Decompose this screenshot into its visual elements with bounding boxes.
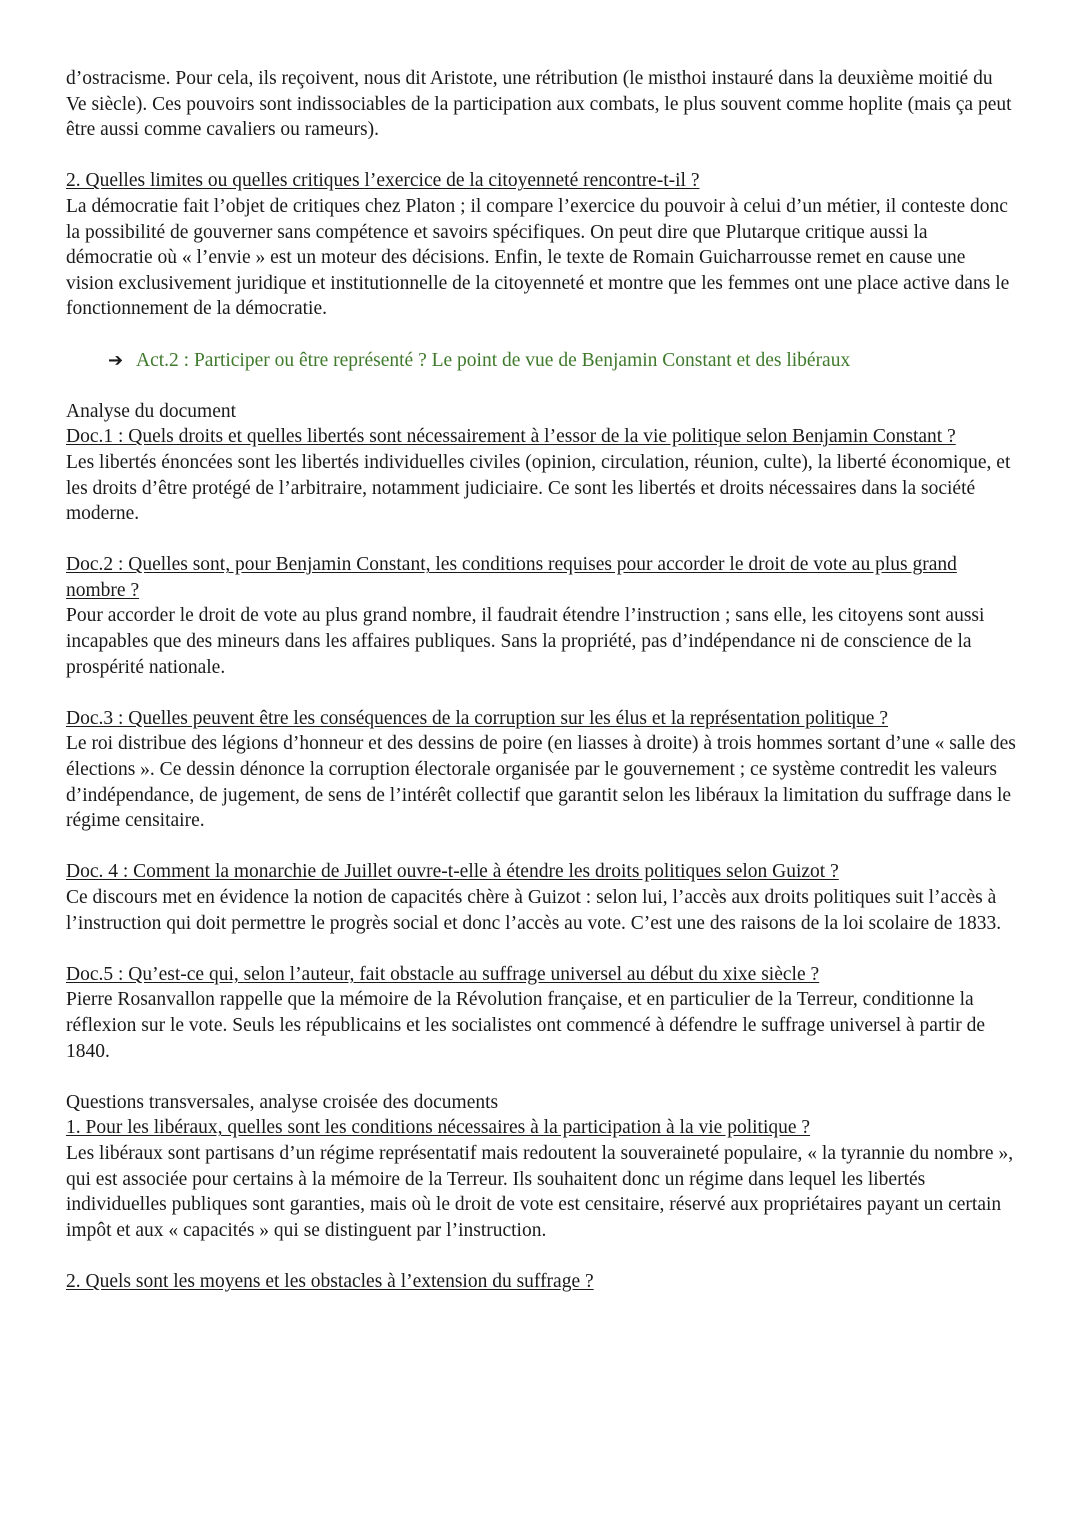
intro-paragraph: d’ostracisme. Pour cela, ils reçoivent, nous dit Aristote, une rétribution (le misthoi instauré dans la deuxième moitié du Ve siècle). Ces pouvoirs sont indissociables de la participation aux combats, le plus souvent comme hoplite (mais ça peut être aussi comme cavaliers ou rameurs). — [66, 68, 1012, 141]
doc2-question: Doc.2 : Quelles sont, pour Benjamin Constant, les conditions requises pour accorder le droit de vote au plus grand nombre ? — [66, 554, 957, 601]
spacer — [66, 1064, 1016, 1090]
activity-title: Act.2 : Participer ou être représenté ? Le point de vue de Benjamin Constant et des libéraux — [136, 349, 851, 371]
doc3-question: Doc.3 : Quelles peuvent être les conséquences de la corruption sur les élus et la représentation politique ? — [66, 707, 888, 729]
doc3-answer: Le roi distribue des légions d’honneur et des dessins de poire (en liasses à droite) à trois hommes sortant d’une « salle des élections ». Ce dessin dénonce la corruption électorale organisée par le gouvernement ; ce système contredit les valeurs d’indépendance, de jugement, de sens de l’intérêt collectif que garantit selon les libéraux la limitation du suffrage dans le régime censitaire. — [66, 733, 1016, 832]
doc1-question: Doc.1 : Quels droits et quelles libertés sont nécessairement à l’essor de la vie politique selon Benjamin Constant ? — [66, 426, 956, 448]
arrow-right-icon: ➔ — [108, 349, 124, 371]
doc2-answer: Pour accorder le droit de vote au plus grand nombre, il faudrait étendre l’instruction ; sans elle, les citoyens sont aussi incapables que des mineurs dans les affaires publiques. Sans la propriété, pas d’indépendance ni de conscience de la prospérité nationale. — [66, 605, 985, 678]
doc4-answer: Ce discours met en évidence la notion de capacités chère à Guizot : selon lui, l’accès aux droits politiques suit l’accès à l’instruction qui doit permettre le progrès social et donc l’accès au vote. C’est une des raisons de la loi scolaire de 1833. — [66, 887, 1002, 934]
section-heading-transversal: Questions transversales, analyse croisée des documents — [66, 1091, 499, 1113]
question-limits: 2. Quelles limites ou quelles critiques l’exercice de la citoyenneté rencontre-t-il ? — [66, 170, 700, 192]
spacer — [66, 322, 1016, 348]
spacer — [66, 834, 1016, 860]
transversal-q1-answer: Les libéraux sont partisans d’un régime représentatif mais redoutent la souveraineté populaire, « la tyrannie du nombre », qui est associée pour certains à la mémoire de la Terreur. Ils souhaitent donc un régime dans lequel les libertés individuelles publiques sont garanties, mais où le droit de vote est censitaire, réservé aux propriétaires payant un certain impôt et aux « capacités » qui se distinguent par l’instruction. — [66, 1142, 1014, 1241]
answer-limits: La démocratie fait l’objet de critiques chez Platon ; il compare l’exercice du pouvoir à celui d’un métier, il conteste donc la possibilité de gouverner sans compétence et savoirs spécifiques. On peut dire que Plutarque critique aussi la démocratie où « l’envie » est un moteur des décisions. Enfin, le texte de Romain Guicharrousse remet en cause une vision exclusivement juridique et institutionnelle de la citoyenneté et montre que les femmes ont une place active dans le fonctionnement de la démocratie. — [66, 195, 1010, 320]
transversal-q1-question: 1. Pour les libéraux, quelles sont les conditions nécessaires à la participation à la vie politique ? — [66, 1117, 811, 1139]
activity-heading — [66, 348, 1016, 374]
doc5-question: Doc.5 : Qu’est-ce qui, selon l’auteur, fait obstacle au suffrage universel au début du xixe siècle ? — [66, 963, 820, 985]
spacer — [66, 680, 1016, 706]
section-heading-analysis: Analyse du document — [66, 400, 237, 422]
transversal-q2-question: 2. Quels sont les moyens et les obstacles à l’extension du suffrage ? — [66, 1270, 594, 1292]
document-page — [66, 66, 1016, 1295]
doc4-question: Doc. 4 : Comment la monarchie de Juillet ouvre-t-elle à étendre les droits politiques selon Guizot ? — [66, 861, 839, 883]
spacer — [66, 527, 1016, 553]
spacer — [66, 143, 1016, 169]
doc5-answer: Pierre Rosanvallon rappelle que la mémoire de la Révolution française, et en particulier de la Terreur, conditionne la réflexion sur le vote. Seuls les républicains et les socialistes ont commencé à défendre le suffrage universel à partir de 1840. — [66, 989, 986, 1062]
doc1-answer: Les libertés énoncées sont les libertés individuelles civiles (opinion, circulation, réunion, culte), la liberté économique, et les droits d’être protégé de l’arbitraire, notamment judiciaire. Ce sont les libertés et droits nécessaires dans la société moderne. — [66, 451, 1011, 525]
spacer — [66, 1243, 1016, 1269]
spacer — [66, 373, 1016, 399]
spacer — [66, 936, 1016, 962]
